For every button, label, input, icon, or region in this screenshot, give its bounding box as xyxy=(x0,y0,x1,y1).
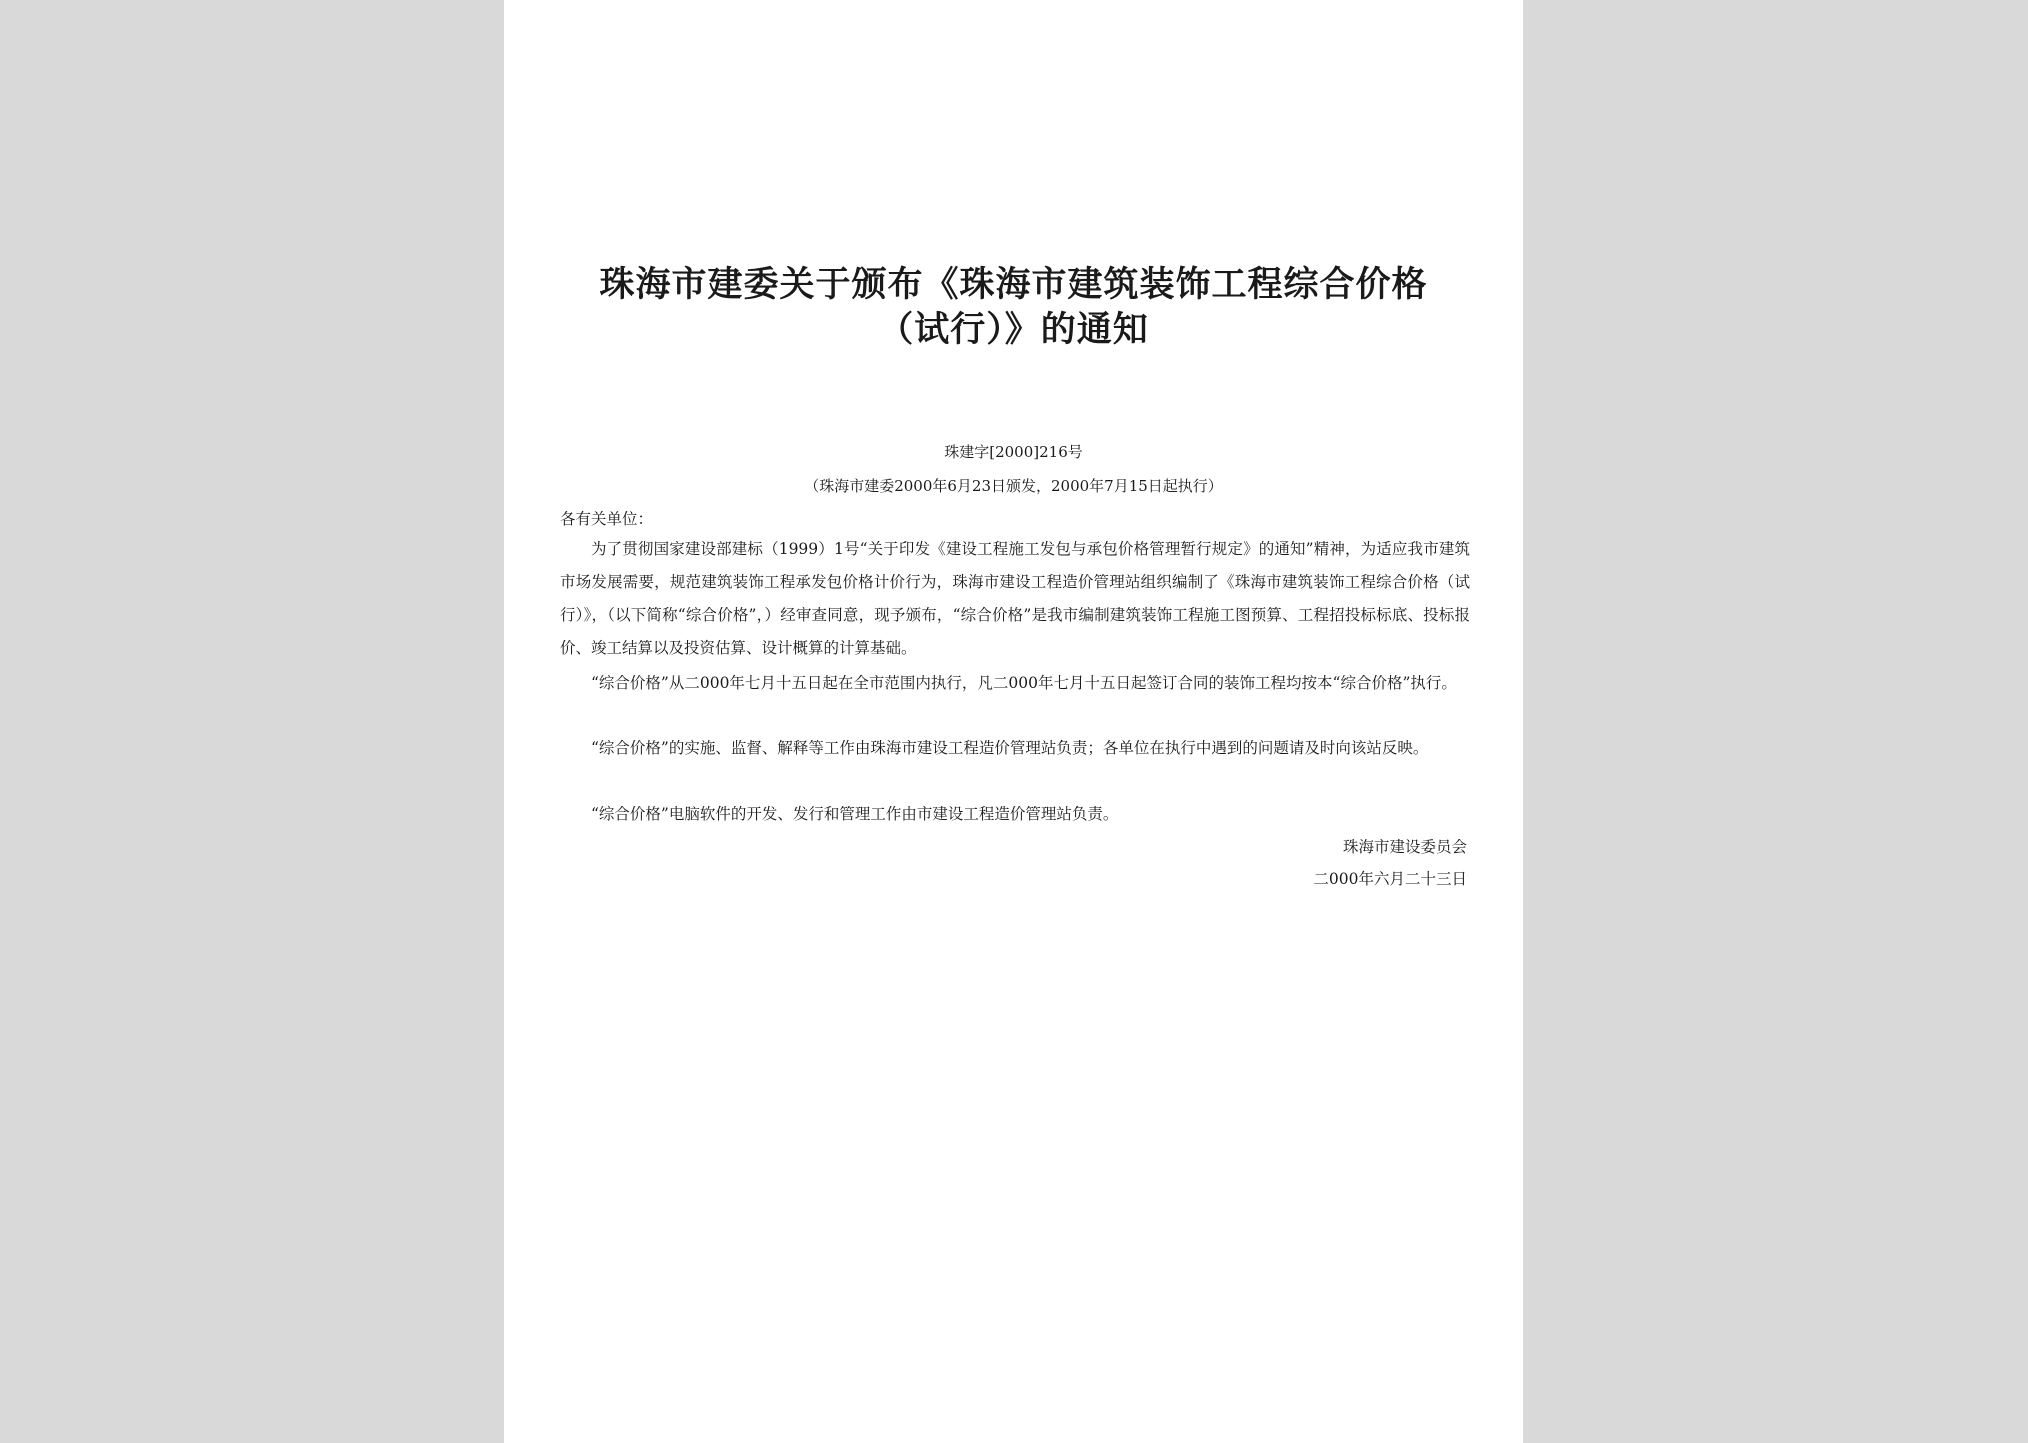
document-page xyxy=(504,0,1523,1443)
document-title-line-2: （试行）》的通知 xyxy=(878,310,1149,350)
signature-organization: 珠海市建设委员会 xyxy=(1342,838,1467,856)
body-paragraph: “综合价格”电脑软件的开发、发行和管理工作由市建设工程造价管理站负责。 xyxy=(591,805,1119,823)
document-title-line-1: 珠海市建委关于颁布《珠海市建筑装饰工程综合价格 xyxy=(599,265,1428,305)
body-paragraph: “综合价格”从二000年七月十五日起在全市范围内执行，凡二000年七月十五日起签订合同的装饰工程均按本“综合价格”执行。 xyxy=(591,674,1457,692)
issue-note: （珠海市建委2000年6月23日颁发，2000年7月15日起执行） xyxy=(804,477,1223,495)
body-paragraph: 为了贯彻国家建设部建标（1999）1号“关于印发《建设工程施工发包与承包价格管理暂行规定》的通知”精神，为适应我市建筑市场发展需要，规范建筑装饰工程承发包价格计价行为，珠海市建设工程造价管理站组织编制了《珠海市建筑装饰工程综合价格（试行）》，（以下简称“综合价格”，）经审查同意，现予颁布，“综合价格”是我市编制建筑装饰工程施工图预算、工程招投标标底、投标报价、竣工结算以及投资估算、设计概算的计算基础。 xyxy=(560,540,1470,657)
signature-date: 二000年六月二十三日 xyxy=(1313,870,1467,888)
salutation: 各有关单位： xyxy=(560,510,654,528)
body-paragraph: “综合价格”的实施、监督、解释等工作由珠海市建设工程造价管理站负责；各单位在执行中遇到的问题请及时向该站反映。 xyxy=(591,739,1429,757)
document-number: 珠建字[2000]216号 xyxy=(944,443,1083,461)
